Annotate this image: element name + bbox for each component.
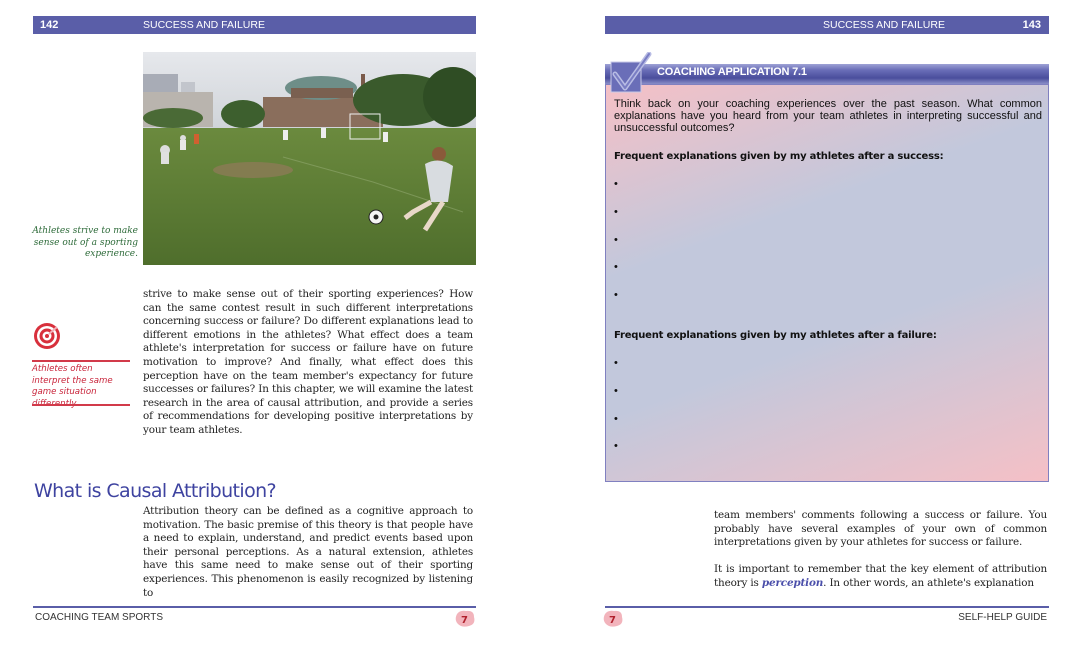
success-bullet: • [614,234,618,246]
success-bullet: • [614,261,618,273]
sidebar-rule-bottom [32,404,130,406]
chapter-badge-icon [454,610,476,628]
failure-bullet: • [614,385,618,397]
photo-caption: Athletes strive to make sense out of a sporting experience. [32,226,138,259]
running-title: SUCCESS AND FAILURE [823,19,945,31]
sidebar-rule-top [32,360,130,362]
footer-rule [33,606,476,608]
paragraph-text: strive to make sense out of their sporting experiences? How can the same contest result in such different interpretations concerning success or failure? Do different explanations lead to different emotions in the athletes? What effect does a team athlete's interpretation for success or failure have on future motivation to improve? And finally, what effect does this perception have on the team member's expectancy for future successes or failures? In this chapter, we will examine the latest research in the area of causal attribution, and provide a series of recommendations for developing positive interpretations by your team athletes. [143,288,473,436]
chapter-badge-icon [602,610,624,628]
coaching-application-box [605,84,1049,482]
running-title: SUCCESS AND FAILURE [143,19,265,31]
footer-rule [605,606,1049,608]
success-bullet: • [614,178,618,190]
page-number: 142 [40,19,59,31]
soccer-photo [143,52,476,265]
page-header [33,16,476,34]
body-paragraph [143,505,473,600]
body-paragraph [143,288,473,438]
paragraph-text: Attribution theory can be defined as a cognitive approach to motivation. The basic premise of this theory is that people have a need to explain, understand, and predict events based upon their personal perceptions. As a natural extension, athletes have this same need to make sense out of their sporting experiences. This phenomenon is easily recognized by listening to [143,505,473,599]
paragraph-text-after: . In other words, an athlete's explanation [823,576,1034,589]
failure-bullet: • [614,413,618,425]
target-icon [33,322,61,350]
right-page [541,0,1082,648]
paragraph-text: team members' comments following a success or failure. You probably have several examples of your own of common interpretations given by your athletes for success or failure. [714,509,1047,549]
paragraph-text-before: It is important to remember that the key element of attribution theory is [714,563,1047,589]
coaching-application-title: COACHING APPLICATION 7.1 [657,66,807,78]
success-heading: Frequent explanations given by my athletes after a success: [614,151,944,162]
success-bullet: • [614,289,618,301]
footer-title: SELF-HELP GUIDE [958,612,1047,623]
body-paragraph [714,563,1047,590]
checkmark-icon [609,52,653,94]
footer-title: COACHING TEAM SPORTS [35,612,163,623]
failure-bullet: • [614,440,618,452]
section-heading: What is Causal Attribution? [34,479,277,502]
failure-bullet: • [614,357,618,369]
body-paragraph [714,509,1047,550]
chapter-number: 7 [461,615,468,626]
sidebar-note: Athletes often interpret the same game situation [32,364,113,397]
page-header [605,16,1049,34]
chapter-number: 7 [609,615,616,626]
success-bullet: • [614,206,618,218]
page-number: 143 [1022,19,1041,31]
failure-heading: Frequent explanations given by my athletes after a failure: [614,330,937,341]
emphasis-perception: perception [761,576,824,589]
coaching-application-intro: Think back on your coaching experiences over the past season. What common explanations have you heard from your team athletes in interpreting successful and unsuccessful outcomes? [614,98,1042,134]
paragraph-text [714,563,1047,590]
